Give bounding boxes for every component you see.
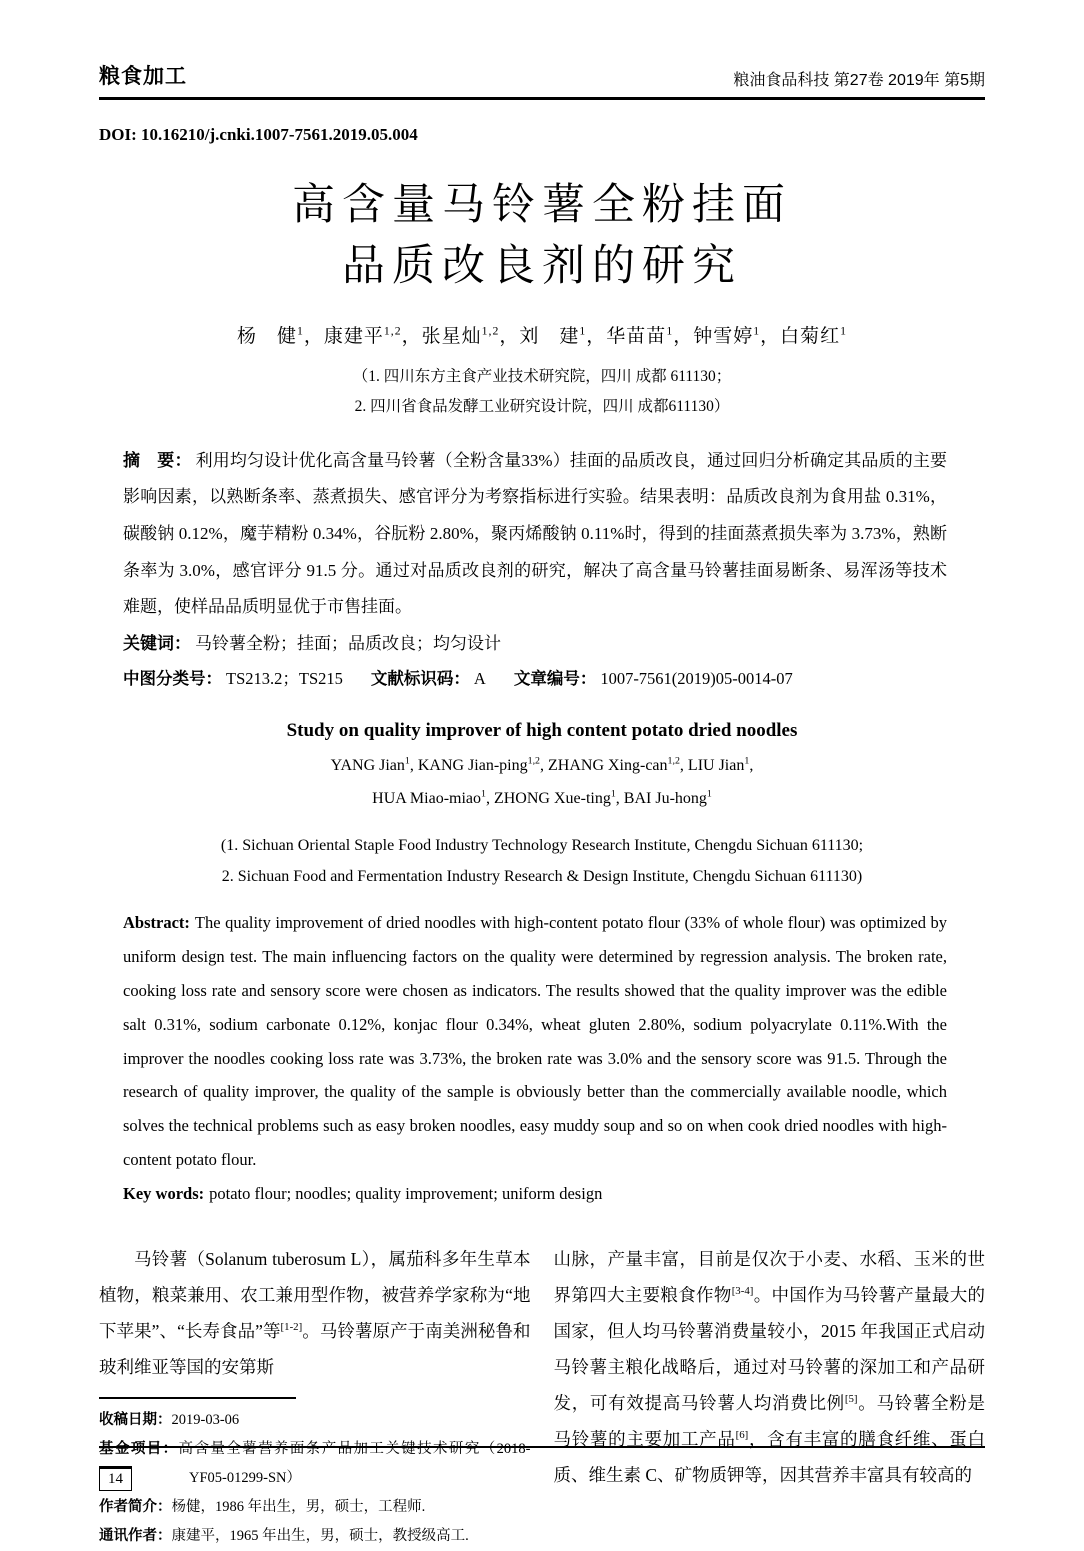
footnote-corresponding	[99, 1522, 531, 1551]
footnote-received-label: 收稿日期：	[99, 1411, 172, 1428]
footer-rule	[99, 1446, 985, 1448]
page-content	[99, 0, 985, 1551]
body-paragraph-right: 山脉，产量丰富，目前是仅次于小麦、水稻、玉米的世界第四大主要粮食作物[3-4]。中国作为马铃薯产量最大的国家，但人均马铃薯消费量较小，2015 年我国正式启动马铃薯主粮化战略后，通过对马铃薯的深加工和产品研发，可有效提高马铃薯人均消费比例[5]。马铃薯全粉是马铃薯的主要加工产品[6]，含有丰富的膳食纤维、蛋白质、维生素 C、矿物质钾等，因其营养丰富具有较高的	[553, 1248, 986, 1486]
article-id-value: 1007-7561(2019)05-0014-07	[600, 668, 793, 688]
footnote	[99, 1397, 531, 1551]
abstract-cn-label: 摘 要：	[123, 450, 192, 470]
article-title-cn	[99, 175, 985, 297]
abstract-en-text: The quality improvement of dried noodles with high-content potato flour (33% of whole flour) was optimized by uniform design test. The main influencing factors on the quality were determined by regression analysis. The broken rate, cooking loss rate and sensory score were chosen as indicators. The results showed that the quality improver was the edible salt 0.31%, sodium carbonate 0.12%, konjac flour 0.34%, wheat gluten 2.80%, sodium polyacrylate 0.11%.With the improver the noodles cooking loss rate was 3.73%, the broken rate was 3.0% and the sensory score was 91.5. Through the research of quality improver, the quality of the sample is obviously better than the commercially available noodle, which solves the technical problems such as easy broken noodles, easy muddy soup and so on when cook dried noodles with high-content potato flour.	[123, 913, 947, 1170]
article-title-cn-line1: 高含量马铃薯全粉挂面	[292, 182, 792, 229]
authors-en-line2: HUA Miao-miao$^1$, ZHONG Xue-ting$^1$, BAI Ju-hong$^1$	[372, 788, 712, 808]
footnote-received	[99, 1406, 531, 1435]
article-id-label: 文章编号：	[513, 669, 597, 688]
left-column	[99, 1241, 531, 1551]
keywords-en-label: Key words:	[123, 1183, 205, 1203]
affiliation-cn-1: （1. 四川东方主食产业技术研究院，四川 成都 611130；	[352, 368, 732, 386]
keywords-en-text: potato flour; noodles; quality improvement; uniform design	[209, 1183, 603, 1203]
article-title-cn-line2: 品质改良剂的研究	[342, 243, 742, 291]
footnote-corresponding-label: 通讯作者：	[99, 1527, 172, 1544]
doc-code-label: 文献标识码：	[370, 669, 470, 688]
affiliations-en	[99, 830, 985, 892]
authors-en-line1-list: YANG Jian$^1$, KANG Jian-ping$^{1,2}$, ZHANG Xing-can$^{1,2}$, LIU Jian$^1$	[330, 756, 750, 775]
authors-en-line1-tail: ,	[749, 757, 754, 775]
abstract-en	[123, 906, 947, 1177]
keywords-cn-text: 马铃薯全粉；挂面；品质改良；均匀设计	[195, 634, 501, 654]
page-header	[99, 60, 985, 100]
footnote-author-bio-label: 作者简介：	[99, 1498, 172, 1515]
footnote-fund	[99, 1435, 531, 1493]
clc-value: TS213.2；TS215	[226, 668, 343, 688]
journal-issue-info: 粮油食品科技 第27卷 2019年 第5期	[733, 72, 985, 89]
abstract-cn-text: 利用均匀设计优化高含量马铃薯（全粉含量33%）挂面的品质改良，通过回归分析确定其品质的主要影响因素，以熟断条率、蒸煮损失、感官评分为考察指标进行实验。结果表明：品质改良剂为食用盐 0.31%，碳酸钠 0.12%，魔芋精粉 0.34%，谷朊粉 2.80%，聚丙烯酸钠 0.11%时，得到的挂面蒸煮损失率为 3.73%，熟断条率为 3.0%，感官评分 91.5 分。通过对品质改良剂的研究，解决了高含量马铃薯挂面易断条、易浑汤等技术难题，使样品品质明显优于市售挂面。	[123, 450, 947, 617]
doi-line: DOI: 10.16210/j.cnki.1007-7561.2019.05.004	[99, 125, 418, 144]
footnote-received-value: 2019-03-06	[171, 1411, 240, 1428]
authors-en-line1	[99, 750, 985, 783]
right-column	[554, 1241, 986, 1551]
classification-line	[123, 662, 947, 697]
body-paragraph-left: 马铃薯（Solanum tuberosum L），属茄科多年生草本植物，粮菜兼用、农工兼用型作物，被营养学家称为“地下苹果”、“长寿食品”等[1-2]。马铃薯原产于南美洲秘鲁和玻利维亚等国的安第斯	[99, 1248, 531, 1377]
authors-en	[99, 750, 985, 816]
footnote-author-bio	[99, 1493, 531, 1522]
clc-label: 中图分类号：	[123, 669, 222, 688]
keywords-en	[123, 1177, 947, 1211]
affiliation-en-1: (1. Sichuan Oriental Staple Food Industry Technology Research Institute, Chengdu Sichuan 611130;	[220, 837, 864, 855]
footnote-fund-value: 高含量全薯营养面条产品加工关键技术研究（2018-YF05-01299-SN）	[178, 1440, 531, 1486]
abstract-en-label: Abstract:	[123, 913, 190, 933]
doc-code-value: A	[473, 668, 486, 688]
affiliation-cn-2: 2. 四川省食品发酵工业研究设计院，四川 成都611130）	[354, 398, 730, 416]
footnote-corresponding-value: 康建平，1965 年出生，男，硕士，教授级高工.	[171, 1527, 469, 1544]
section-name: 粮食加工	[99, 65, 187, 88]
body-columns	[99, 1241, 985, 1551]
abstract-cn	[123, 443, 947, 627]
footnote-fund-label: 基金项目：	[99, 1440, 179, 1457]
keywords-cn-label: 关键词：	[123, 634, 191, 654]
authors-cn: 杨 健$^1$，康建平$^{1,2}$，张星灿$^{1,2}$，刘 建$^1$，华苗苗$^1$，钟雪婷$^1$，白菊红$^1$	[236, 324, 848, 348]
article-title-en: Study on quality improver of high content potato dried noodles	[286, 720, 798, 742]
footnote-rule	[99, 1397, 296, 1399]
page-number: 14	[99, 1466, 132, 1491]
keywords-cn	[123, 626, 947, 662]
affiliation-en-2: 2. Sichuan Food and Fermentation Industry Research & Design Institute, Chengdu Sichuan 611130)	[221, 868, 863, 886]
footnote-author-bio-value: 杨健，1986 年出生，男，硕士，工程师.	[171, 1498, 426, 1515]
affiliations-cn	[99, 362, 985, 422]
